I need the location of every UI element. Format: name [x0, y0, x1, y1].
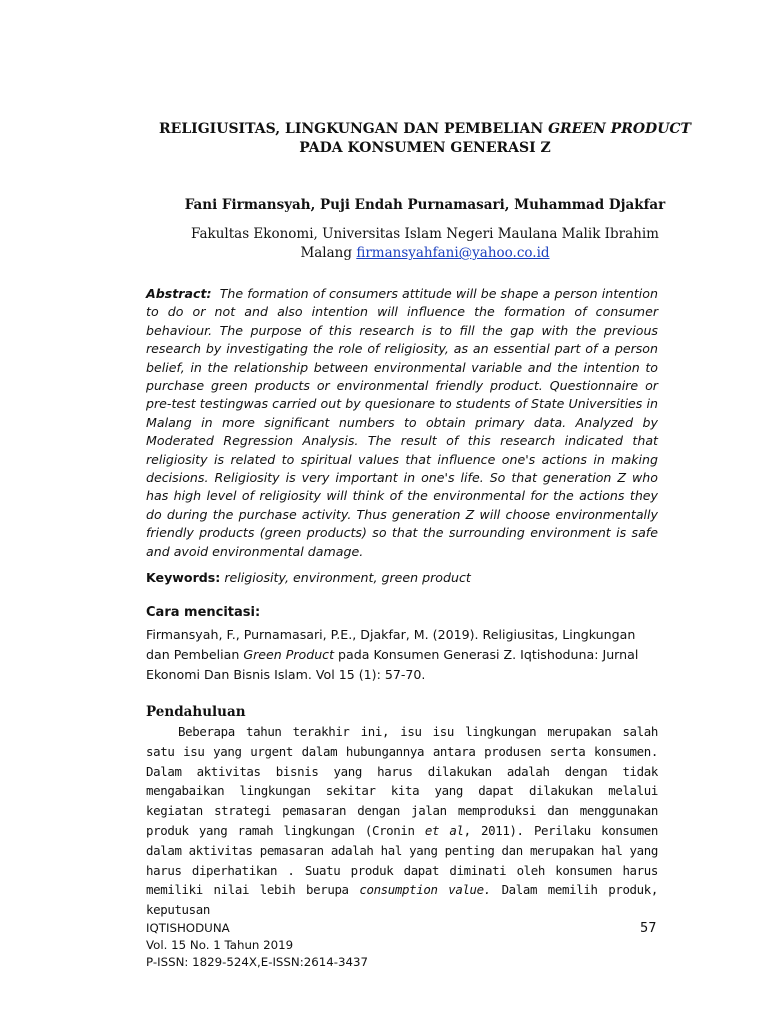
intro-italic-1: et al [424, 822, 464, 838]
keywords [146, 570, 658, 585]
citation-text [146, 625, 658, 685]
citation-heading: Cara mencitasi: [146, 605, 261, 620]
title-text: RELIGIUSITAS, LINGKUNGAN DAN PEMBELIAN [159, 121, 549, 137]
journal-name: IQTISHODUNA [146, 921, 230, 935]
journal-footer [146, 920, 368, 971]
section-heading: Pendahuluan [146, 704, 246, 720]
page-number: 57 [640, 921, 657, 936]
intro-paragraph [146, 722, 658, 920]
title-line-1 [120, 120, 730, 139]
intro-part-3: Dalam memilih produk, keputusan [146, 882, 658, 918]
affiliation-line-1: Fakultas Ekonomi, Universitas Islam Negeri Maulana Malik Ibrahim [191, 226, 659, 242]
keywords-value: religiosity, environment, green product [224, 570, 471, 585]
abstract-label: Abstract: [146, 286, 212, 301]
affiliation [120, 225, 730, 263]
intro-part-1: Beberapa tahun terakhir ini, isu isu lingkungan merupakan salah satu isu yang urgent dalam hubungannya antara produsen serta konsumen. Dalam aktivitas bisnis yang harus dilakukan adalah dengan tidak mengabaikan lingkungan sekitar kita yang dapat dilakukan melalui kegiatan strategi pemasaran dengan jalan memproduksi dan menggunakan produk yang ramah lingkungan (Cronin [146, 724, 658, 838]
abstract-text: The formation of consumers attitude will be shape a person intention to do or not and also intention will influence the formation of consumer behaviour. The purpose of this research is to fill the gap with the previous research by investigating the role of religiosity, as an essential part of a person belief, in the relationship between environmental variable and the intention to purchase green products or environmental friendly product. Questionnaire or pre-test testingwas carried out by quesionare to students of State Universities in Malang in more significant numbers to obtain primary data. Analyzed by Moderated Regression Analysis. The result of this research indicated that religiosity is related to spiritual values that influence one's actions in making decisions. Religiosity is very important in one's life. So that generation Z who has high level of religiosity will think of the environmental for the actions they do during the purchase activity. Thus generation Z will choose environmentally friendly products (green products) so that the surrounding environment is safe and avoid environmental damage. [146, 286, 658, 559]
keywords-label: Keywords: [146, 570, 221, 585]
email-link[interactable]: firmansyahfani@yahoo.co.id [356, 245, 550, 261]
citation-part-2: pada Konsumen Generasi Z. Iqtishoduna: Jurnal Ekonomi Dan Bisnis Islam. Vol 15 (1): 57-70. [146, 647, 639, 682]
journal-issn: P-ISSN: 1829-524X,E-ISSN:2614-3437 [146, 955, 369, 969]
affiliation-city: Malang [300, 245, 357, 261]
intro-part-2: , 2011). Perilaku konsumen dalam aktivitas pemasaran adalah hal yang penting dan merupakan hal yang harus diperhatikan . Suatu produk dapat diminati oleh konsumen harus memiliki nilai lebih berupa [146, 822, 658, 898]
journal-volume: Vol. 15 No. 1 Tahun 2019 [146, 938, 294, 952]
title-line-2: PADA KONSUMEN GENERASI Z [299, 140, 551, 156]
abstract [146, 285, 658, 561]
title-italic-text: GREEN PRODUCT [548, 121, 691, 137]
intro-italic-2: consumption value. [359, 882, 491, 898]
authors: Fani Firmansyah, Puji Endah Purnamasari, Muhammad Djakfar [184, 197, 666, 213]
paper-title [120, 120, 730, 158]
citation-italic: Green Product [243, 647, 335, 662]
affiliation-line-2 [120, 244, 730, 263]
citation-part-1: Firmansyah, F., Purnamasari, P.E., Djakfar, M. (2019). Religiusitas, Lingkungan dan Pembelian [146, 627, 636, 662]
